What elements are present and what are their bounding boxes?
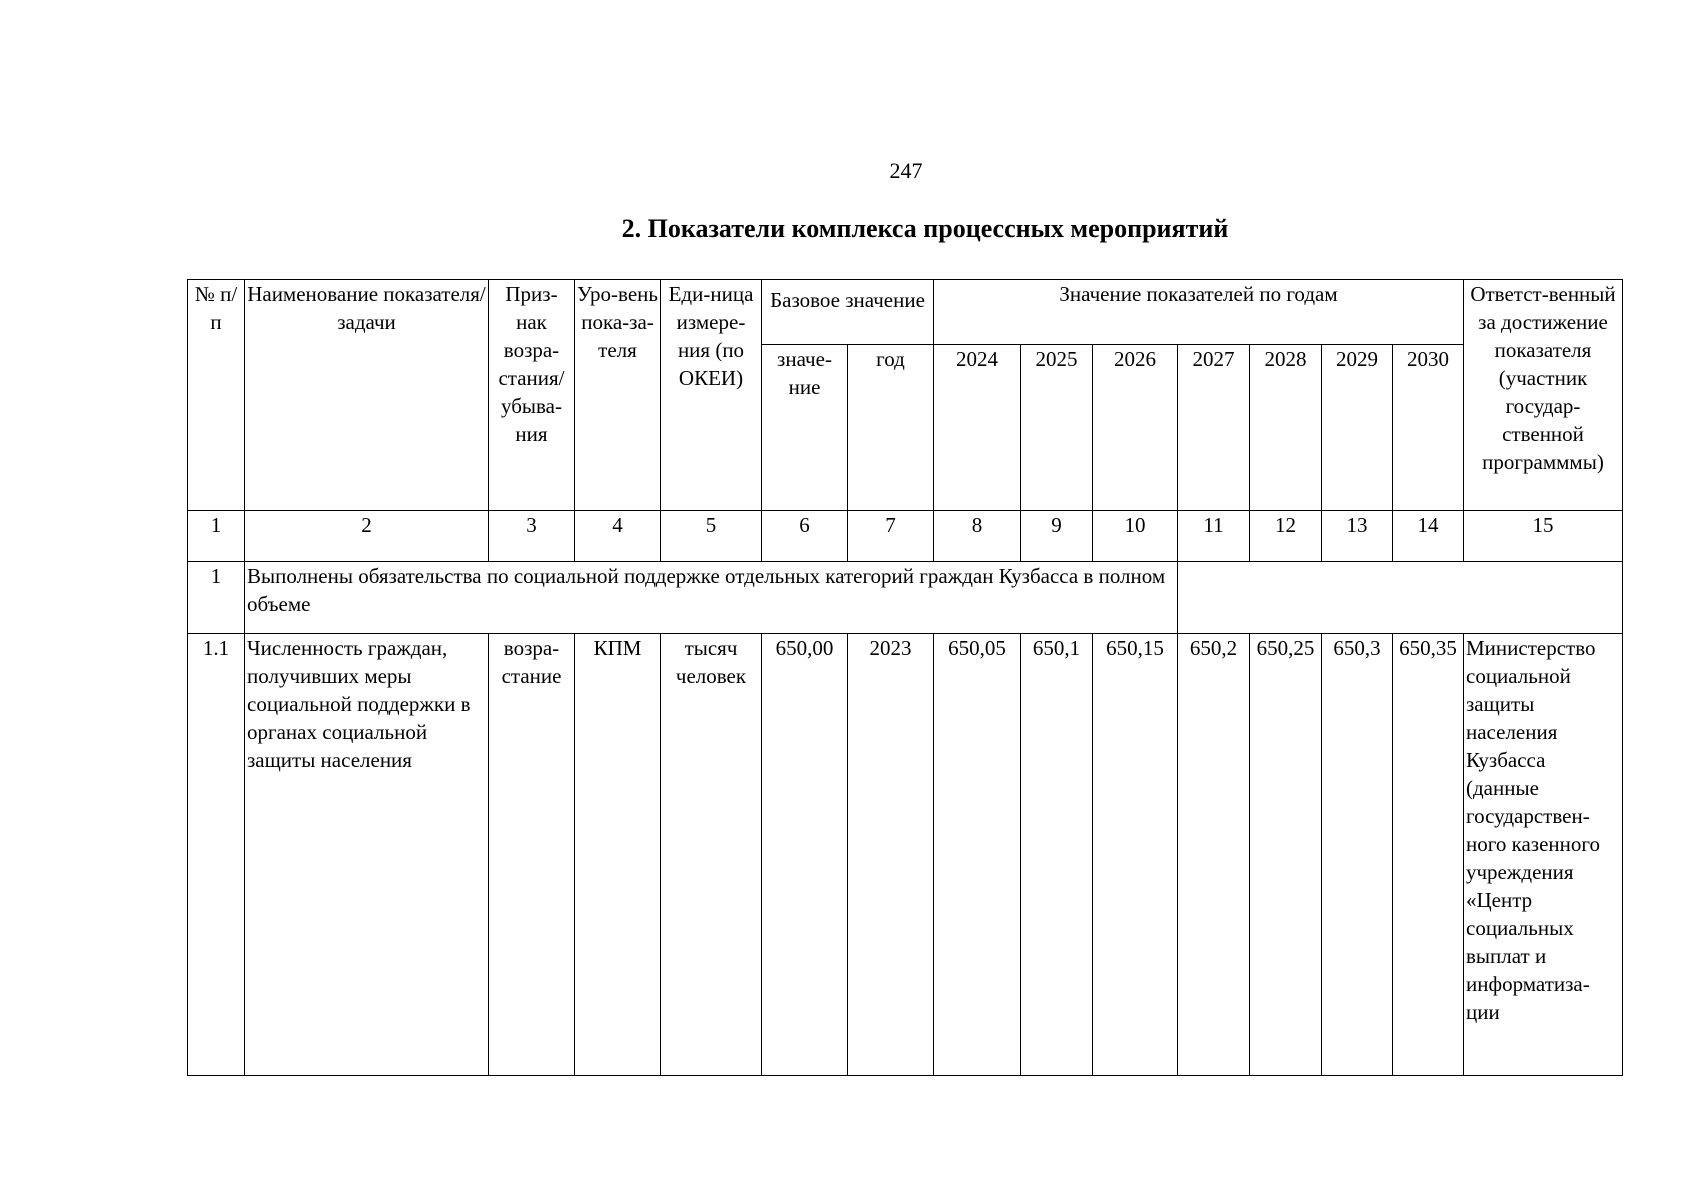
column-number: 2 (245, 511, 489, 562)
column-number: 10 (1093, 511, 1178, 562)
indicator-value: 650,05 (934, 634, 1021, 1076)
header-row-top (188, 280, 1623, 345)
column-number: 8 (934, 511, 1021, 562)
header-base-year: год (848, 345, 934, 511)
column-number: 6 (762, 511, 848, 562)
indicator-base-value: 650,00 (762, 634, 848, 1076)
section-title: 2. Показатели комплекса процессных мероприятий (621, 214, 1229, 243)
header-num: № п/п (188, 280, 245, 511)
indicator-trend: возра-стание (489, 634, 575, 1076)
indicator-value: 650,3 (1322, 634, 1393, 1076)
task-empty-cell (1178, 562, 1623, 634)
header-values-by-year: Значение показателей по годам (934, 280, 1464, 345)
indicator-level: КПМ (575, 634, 661, 1076)
header-trend: Приз-нак возра-стания/ убыва-ния (489, 280, 575, 511)
indicator-value: 650,25 (1250, 634, 1322, 1076)
header-level: Уро-вень пока-за-теля (575, 280, 661, 511)
header-year: 2029 (1322, 345, 1393, 511)
column-number: 3 (489, 511, 575, 562)
header-unit: Еди-ница измере-ния (по ОКЕИ) (661, 280, 762, 511)
header-responsible: Ответст-венный за достижение показателя (участник государ-ственной программмы) (1464, 280, 1623, 511)
column-number: 11 (1178, 511, 1250, 562)
column-number: 7 (848, 511, 934, 562)
header-year: 2024 (934, 345, 1021, 511)
column-number: 15 (1464, 511, 1623, 562)
column-number: 9 (1021, 511, 1093, 562)
column-number: 5 (661, 511, 762, 562)
column-number-row (188, 511, 1623, 562)
header-year: 2026 (1093, 345, 1178, 511)
indicator-value: 650,15 (1093, 634, 1178, 1076)
column-number: 4 (575, 511, 661, 562)
indicator-value: 650,1 (1021, 634, 1093, 1076)
header-year: 2030 (1393, 345, 1464, 511)
header-name: Наименование показателя/задачи (245, 280, 489, 511)
header-base: Базовое значение (762, 280, 934, 345)
indicator-row (188, 634, 1623, 1076)
column-number: 1 (188, 511, 245, 562)
indicators-table (187, 279, 1623, 1076)
indicator-num: 1.1 (188, 634, 245, 1076)
task-row (188, 562, 1623, 634)
header-year: 2027 (1178, 345, 1250, 511)
header-year: 2028 (1250, 345, 1322, 511)
indicator-name: Численность граждан, получивших меры социальной поддержки в органах социальной защиты населения (245, 634, 489, 1076)
column-number: 13 (1322, 511, 1393, 562)
indicator-unit: тысяч человек (661, 634, 762, 1076)
indicator-value: 650,2 (1178, 634, 1250, 1076)
page-number: 247 (889, 158, 923, 183)
header-year: 2025 (1021, 345, 1093, 511)
header-base-value: значе-ние (762, 345, 848, 511)
indicator-value: 650,35 (1393, 634, 1464, 1076)
indicator-responsible: Министерство социальной защиты населения Кузбасса (данные государствен-ного казенного учреждения «Центр социальных выплат и информатиза-ции (1464, 634, 1623, 1076)
column-number: 14 (1393, 511, 1464, 562)
task-num: 1 (188, 562, 245, 634)
task-text: Выполнены обязательства по социальной поддержке отдельных категорий граждан Кузбасса в полном объеме (245, 562, 1178, 634)
column-number: 12 (1250, 511, 1322, 562)
indicator-base-year: 2023 (848, 634, 934, 1076)
